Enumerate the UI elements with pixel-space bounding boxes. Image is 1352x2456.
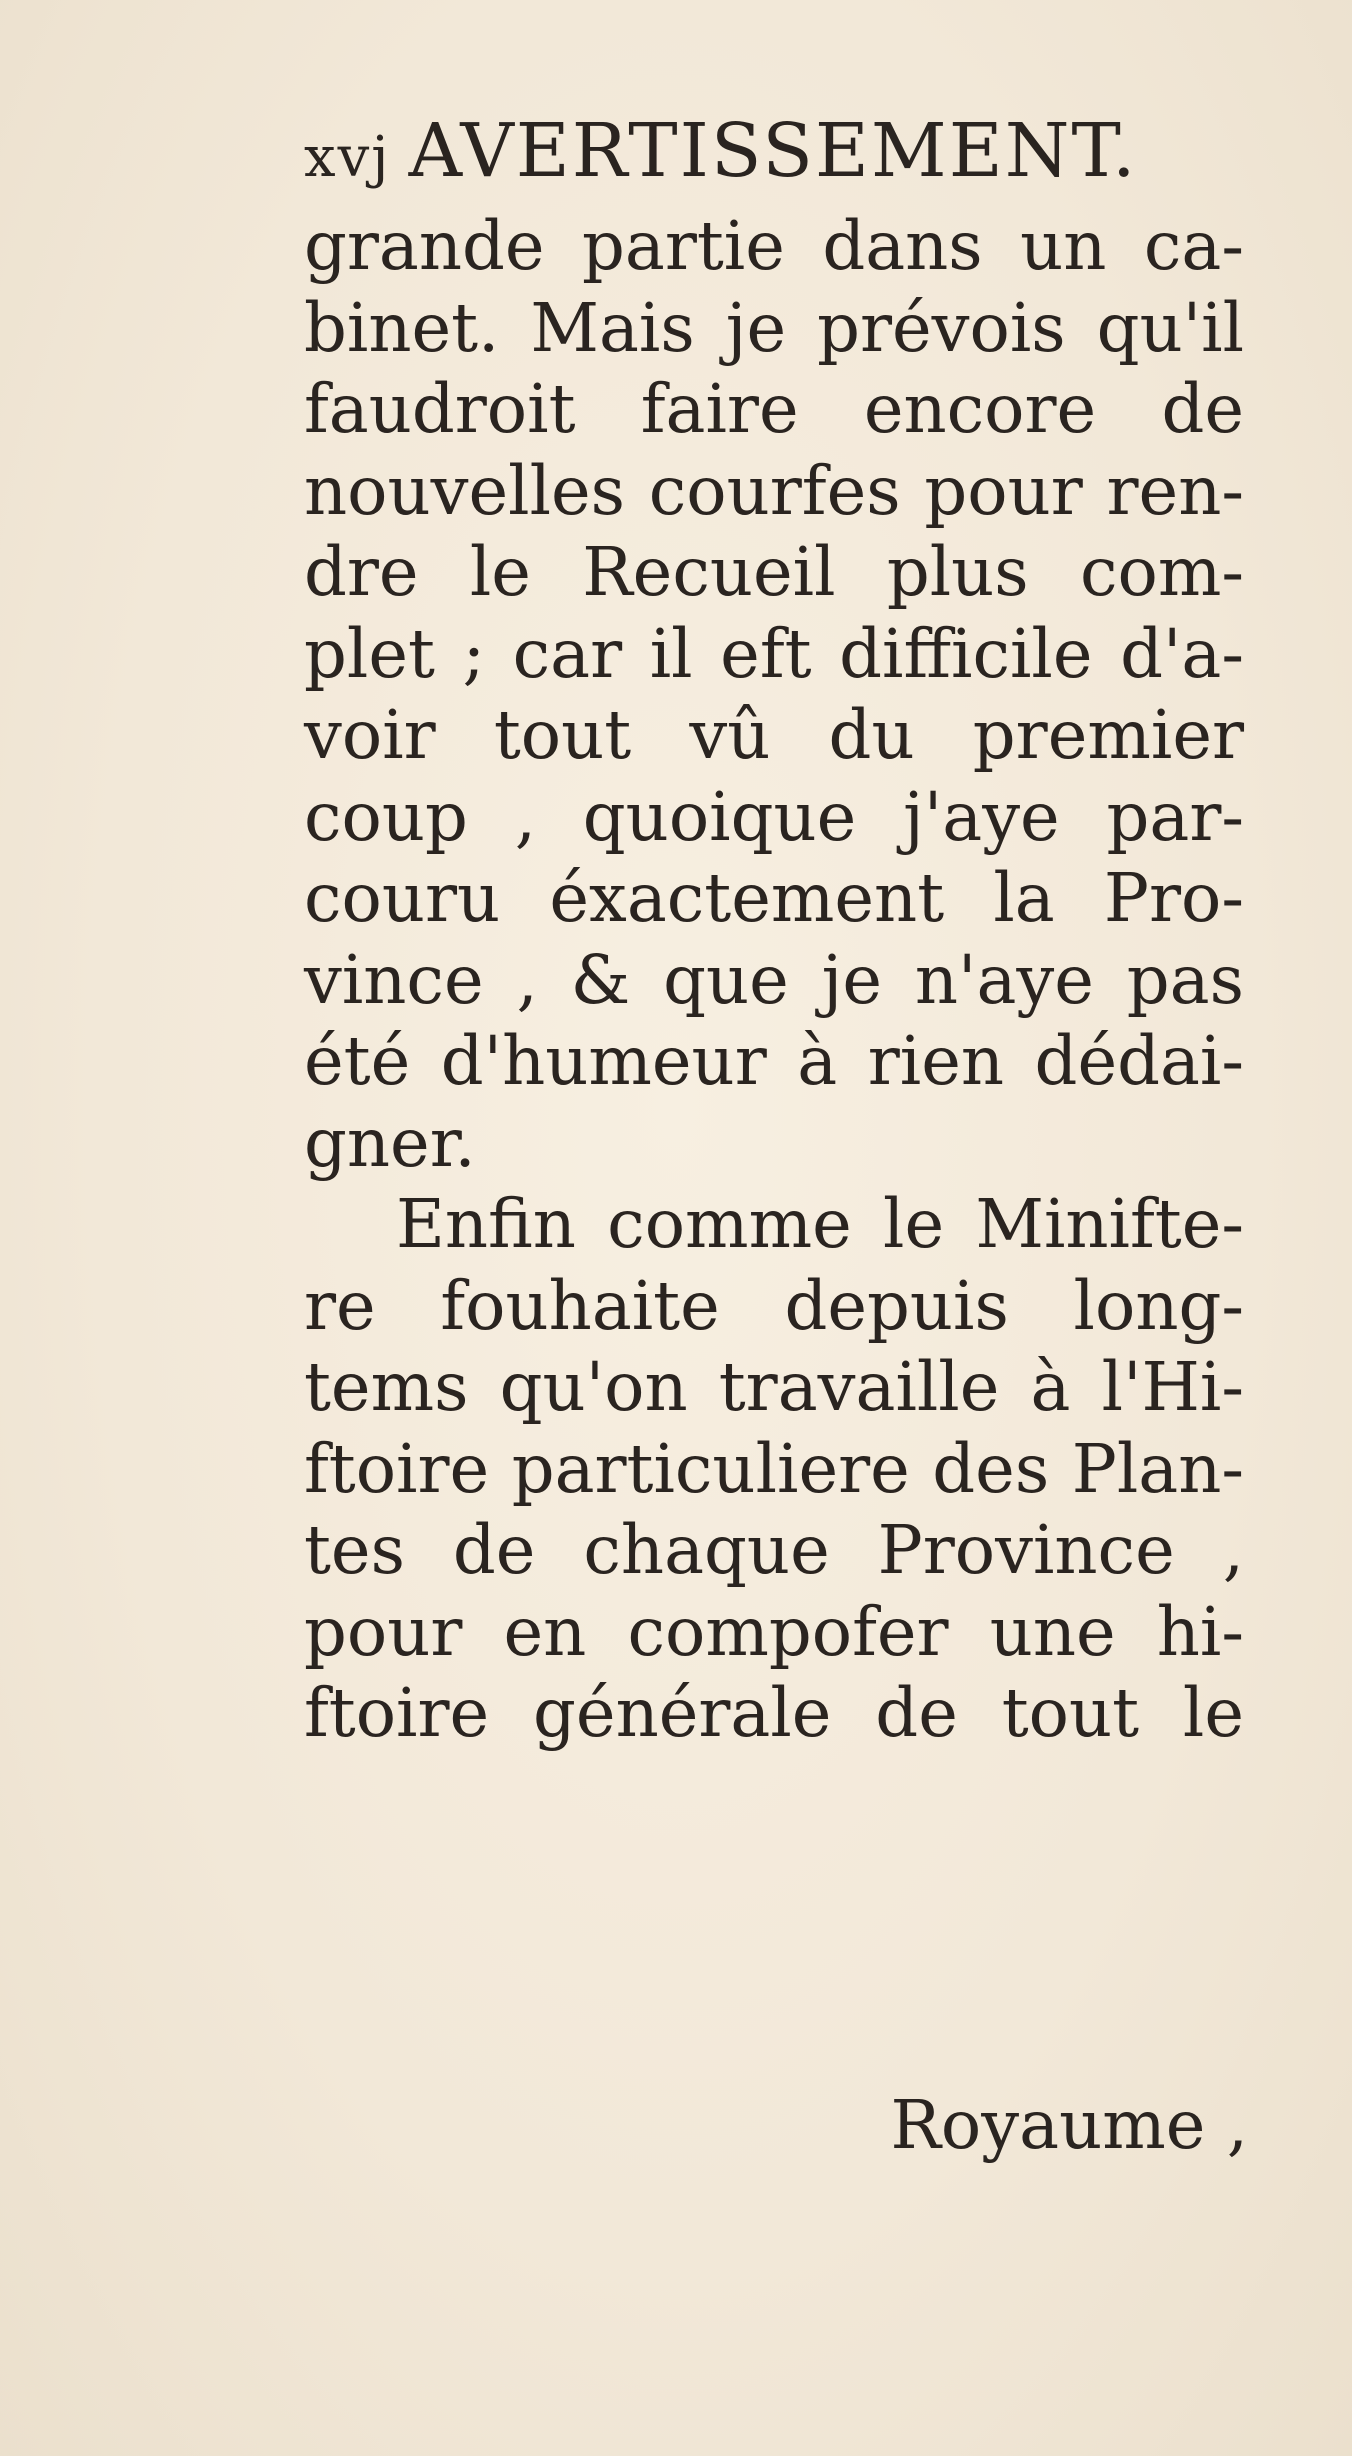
text-line: nouvelles courfes pour ren-	[304, 451, 1244, 530]
folio-number: xvj	[304, 125, 391, 190]
catchword: Royaume ,	[890, 2086, 1248, 2164]
text-line: coup , quoique j'aye par-	[304, 777, 1244, 856]
text-line: tes de chaque Province ,	[304, 1511, 1244, 1589]
text-line: ftoire particuliere des Plan-	[304, 1429, 1244, 1508]
text-line: ftoire générale de tout le	[304, 1674, 1244, 1752]
text-line: vince , & que je n'aye pas	[304, 940, 1244, 1019]
text-line: binet. Mais je prévois qu'il	[304, 288, 1244, 367]
text-line: plet ; car il eft difficile d'a-	[304, 614, 1244, 693]
running-title: AVERTISSEMENT.	[408, 108, 1138, 194]
body-text	[304, 206, 1244, 1755]
text-line: pour en compofer une hi-	[304, 1592, 1244, 1671]
text-line: voir tout vû du premier	[304, 696, 1244, 774]
page-header	[304, 108, 1244, 198]
text-line: faudroit faire encore de	[304, 370, 1244, 448]
text-line: couru éxactement la Pro-	[304, 859, 1244, 937]
text-line: re fouhaite depuis long-	[304, 1266, 1244, 1345]
text-line: été d'humeur à rien dédai-	[304, 1022, 1244, 1100]
text-line: tems qu'on travaille à l'Hi-	[304, 1348, 1244, 1426]
text-line: grande partie dans un ca-	[304, 207, 1244, 285]
text-line: gner.	[304, 1103, 476, 1182]
text-line: Enfin comme le Minifte-	[396, 1185, 1244, 1263]
text-line: dre le Recueil plus com-	[304, 533, 1244, 611]
